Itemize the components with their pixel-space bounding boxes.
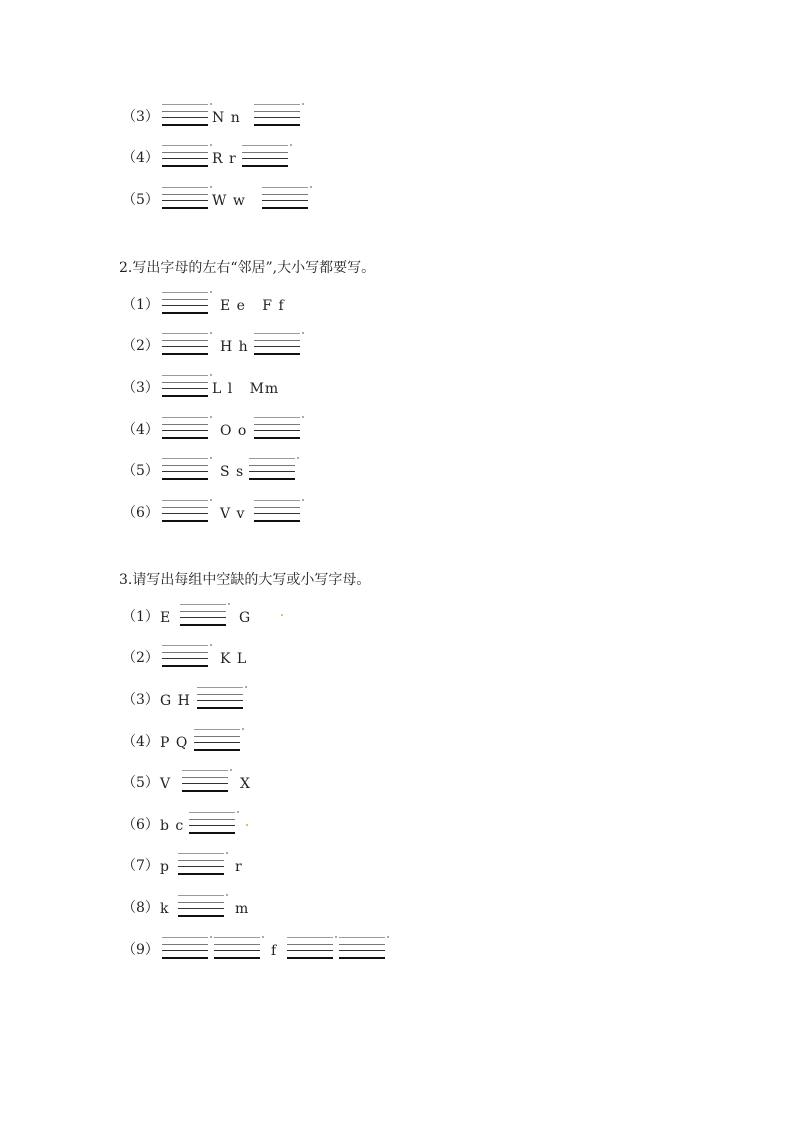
answer-blank[interactable]: [162, 145, 208, 167]
letter-pair: V v: [220, 506, 246, 522]
answer-blank[interactable]: [182, 770, 228, 792]
answer-blank[interactable]: [254, 500, 300, 522]
answer-blank[interactable]: [262, 187, 308, 209]
answer-blank[interactable]: [254, 104, 300, 126]
stray-dot: [246, 824, 248, 826]
answer-blank[interactable]: [162, 500, 208, 522]
letter-before: p: [160, 859, 170, 875]
letter-after: K L: [220, 651, 248, 667]
letter-before: k: [160, 901, 170, 917]
section3-heading: 3.请写出每组中空缺的大写或小写字母。: [119, 572, 371, 588]
letter-before: b c: [160, 818, 185, 834]
answer-blank[interactable]: [189, 812, 235, 834]
answer-blank[interactable]: [254, 417, 300, 439]
item-number: （5）: [122, 463, 159, 479]
letter-pair: S s: [220, 464, 245, 480]
item-number: （2）: [122, 338, 159, 354]
answer-blank[interactable]: [214, 937, 260, 959]
item-number: （6）: [122, 505, 159, 521]
answer-blank[interactable]: [287, 937, 333, 959]
item-number: （6）: [122, 817, 159, 833]
letter-before: G H: [160, 693, 191, 709]
letter-before: P Q: [160, 735, 189, 751]
item-number: （1）: [122, 297, 159, 313]
letter-pair: L l Mm: [212, 381, 280, 397]
section2-heading: 2.写出字母的左右“邻居”,大小写都要写。: [119, 260, 376, 276]
item-number: （4）: [122, 734, 159, 750]
item-number: （4）: [122, 422, 159, 438]
item-number: （3）: [122, 109, 159, 125]
answer-blank[interactable]: [162, 292, 208, 314]
item-number: （5）: [122, 192, 159, 208]
answer-blank[interactable]: [194, 729, 240, 751]
answer-blank[interactable]: [162, 417, 208, 439]
answer-blank[interactable]: [162, 375, 208, 397]
letter-before: E: [160, 610, 172, 626]
answer-blank[interactable]: [197, 687, 243, 709]
answer-blank[interactable]: [180, 604, 226, 626]
item-number: （9）: [122, 942, 159, 958]
letter-after: r: [235, 859, 243, 875]
stray-dot: [281, 614, 283, 616]
item-number: （5）: [122, 775, 159, 791]
letter-pair: R r: [212, 151, 237, 167]
item-number: （4）: [122, 150, 159, 166]
letter-pair: E e F f: [220, 298, 285, 314]
letter-before: V: [160, 776, 172, 792]
answer-blank[interactable]: [162, 645, 208, 667]
letter-pair: O o: [220, 423, 248, 439]
letter-pair: W w: [212, 193, 246, 209]
answer-blank[interactable]: [162, 187, 208, 209]
letter-after: X: [240, 776, 251, 792]
letter-pair: H h: [220, 339, 249, 355]
item-number: （7）: [122, 858, 159, 874]
answer-blank[interactable]: [339, 937, 385, 959]
item-number: （8）: [122, 900, 159, 916]
answer-blank[interactable]: [178, 895, 224, 917]
letter-middle: f: [271, 943, 278, 959]
letter-after: m: [235, 901, 250, 917]
letter-pair: N n: [212, 110, 241, 126]
answer-blank[interactable]: [249, 458, 295, 480]
answer-blank[interactable]: [254, 333, 300, 355]
answer-blank[interactable]: [162, 937, 208, 959]
item-number: （1）: [122, 609, 159, 625]
answer-blank[interactable]: [162, 458, 208, 480]
item-number: （3）: [122, 380, 159, 396]
answer-blank[interactable]: [242, 145, 288, 167]
letter-after: G: [239, 610, 252, 626]
item-number: （3）: [122, 692, 159, 708]
answer-blank[interactable]: [162, 104, 208, 126]
item-number: （2）: [122, 650, 159, 666]
answer-blank[interactable]: [178, 853, 224, 875]
answer-blank[interactable]: [162, 333, 208, 355]
